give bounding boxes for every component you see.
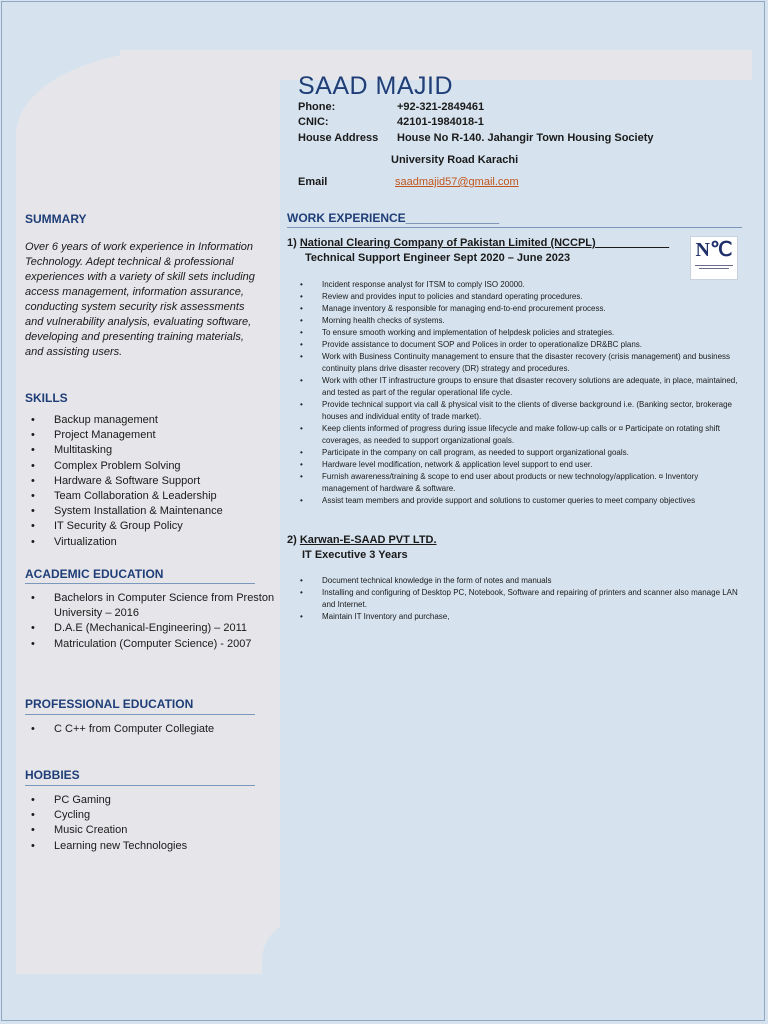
- list-item: • Work with Business Continuity management to ensure that the disaster recovery (crisis management) and business continuity plans drive disaster recovery (DR) strategy and procedures.: [298, 351, 742, 375]
- academic-list: [25, 591, 276, 652]
- list-item: • Provide technical support via call & physical visit to the clients of diverse background i.e. (Banking sector, brokerage houses and individual entity of trade market).: [298, 399, 742, 423]
- company-name: National Clearing Company of Pakistan Limited (NCCPL): [299, 237, 596, 249]
- list-item: • Hardware level modification, network & application level support to end user.: [298, 459, 742, 471]
- phone-label: Phone:: [298, 101, 336, 113]
- list-item: • Maintain IT Inventory and purchase,: [298, 611, 742, 623]
- professional-list: [25, 722, 276, 737]
- candidate-name: SAAD MAJID: [298, 72, 454, 100]
- list-item: • Furnish awareness/training & scope to end user about products or new technology/application. ¤ Inventory management of hardware & software.: [298, 471, 742, 495]
- cnic-row: [298, 116, 484, 128]
- address-line-2: University Road Karachi: [391, 154, 519, 166]
- hobbies-heading: HOBBIES: [25, 768, 80, 782]
- email-row: [298, 176, 519, 188]
- divider: [25, 785, 255, 786]
- academic-heading: ACADEMIC EDUCATION: [25, 567, 164, 581]
- cnic-label: CNIC:: [298, 116, 329, 128]
- job-2-role: IT Executive 3 Years: [302, 549, 408, 561]
- list-item: • To ensure smooth working and implementation of helpdesk policies and strategies.: [298, 327, 742, 339]
- list-item: • System Installation & Maintenance: [25, 504, 276, 519]
- list-item: • Keep clients informed of progress during issue lifecycle and make follow-up calls or ¤ Participate on rotating shift coverages, as needed to support organizational goals.: [298, 423, 742, 447]
- list-item: • Team Collaboration & Leadership: [25, 489, 276, 504]
- list-item: • Morning health checks of systems.: [298, 315, 742, 327]
- divider: [25, 714, 255, 715]
- list-item: • Music Creation: [25, 823, 276, 838]
- list-item: • C C++ from Computer Collegiate: [25, 722, 276, 737]
- list-item: • Assist team members and provide support and solutions to customer queries to meet company objectives: [298, 495, 742, 507]
- list-item: • Project Management: [25, 428, 276, 443]
- list-item: • PC Gaming: [25, 793, 276, 808]
- logo-line: [695, 265, 733, 266]
- cnic-value: 42101-1984018-1: [397, 116, 484, 128]
- email-label: Email: [298, 176, 328, 188]
- company-name: Karwan-E-SAAD PVT LTD.: [299, 534, 437, 546]
- list-item: • Virtualization: [25, 535, 276, 550]
- list-item: • Complex Problem Solving: [25, 459, 276, 474]
- address-label: House Address: [298, 132, 379, 144]
- divider: [287, 227, 742, 228]
- job-1-role: Technical Support Engineer Sept 2020 – June 2023: [305, 252, 571, 264]
- phone-row: [298, 101, 485, 113]
- address-line-1: House No R-140. Jahangir Town Housing Society: [397, 132, 654, 144]
- job-number: 2): [287, 534, 297, 546]
- list-item: • Work with other IT infrastructure groups to ensure that disaster recovery solutions are adequate, in place, maintained, and tested as part of the regular operational life cycle.: [298, 375, 742, 399]
- logo-line: [699, 268, 729, 269]
- list-item: • Provide assistance to document SOP and Polices in order to operationalize DR&BC plans.: [298, 339, 742, 351]
- company-underline: ____________: [595, 237, 670, 249]
- skills-list: [25, 413, 276, 550]
- list-item: • Cycling: [25, 808, 276, 823]
- job-1-duties: [298, 279, 742, 507]
- job-2-duties: [298, 575, 742, 623]
- divider: [25, 583, 255, 584]
- list-item: • Matriculation (Computer Science) - 2007: [25, 637, 276, 652]
- list-item: • Hardware & Software Support: [25, 474, 276, 489]
- list-item: • Review and provides input to policies and standard operating procedures.: [298, 291, 742, 303]
- list-item: • Incident response analyst for ITSM to comply ISO 20000.: [298, 279, 742, 291]
- professional-heading: PROFESSIONAL EDUCATION: [25, 697, 194, 711]
- address-row: [298, 132, 654, 144]
- skills-heading: SKILLS: [25, 391, 68, 405]
- list-item: • Multitasking: [25, 443, 276, 458]
- list-item: • Installing and configuring of Desktop PC, Notebook, Software and repairing of printers and scanner also manage LAN and Internet.: [298, 587, 742, 611]
- list-item: • Backup management: [25, 413, 276, 428]
- list-item: • Bachelors in Computer Science from Preston University – 2016: [25, 591, 276, 621]
- summary-text: Over 6 years of work experience in Information Technology. Adept technical & professional experiences with a variety of skill sets including access management, information assurance, conducting system security risk assessments and vulnerability analysis, evaluating software, developing and presenting training materials, and assisting users.: [25, 241, 255, 358]
- logo-mark: N℃: [695, 239, 733, 261]
- list-item: • Participate in the company on call program, as needed to support organizational goals.: [298, 447, 742, 459]
- phone-value: +92-321-2849461: [397, 101, 485, 113]
- list-item: • Manage inventory & responsible for managing end-to-end procurement process.: [298, 303, 742, 315]
- list-item: • IT Security & Group Policy: [25, 519, 276, 534]
- email-link[interactable]: saadmajid57@gmail.com: [395, 176, 519, 188]
- summary-heading: SUMMARY: [25, 212, 87, 226]
- job-2-title: [287, 534, 437, 546]
- work-experience-heading: WORK EXPERIENCE______________: [287, 211, 500, 225]
- job-number: 1): [287, 237, 297, 249]
- list-item: • Document technical knowledge in the form of notes and manuals: [298, 575, 742, 587]
- hobbies-list: [25, 793, 276, 854]
- list-item: • Learning new Technologies: [25, 839, 276, 854]
- list-item: • D.A.E (Mechanical-Engineering) – 2011: [25, 621, 276, 636]
- nccpl-logo: [690, 236, 738, 280]
- job-1-title: [287, 237, 669, 249]
